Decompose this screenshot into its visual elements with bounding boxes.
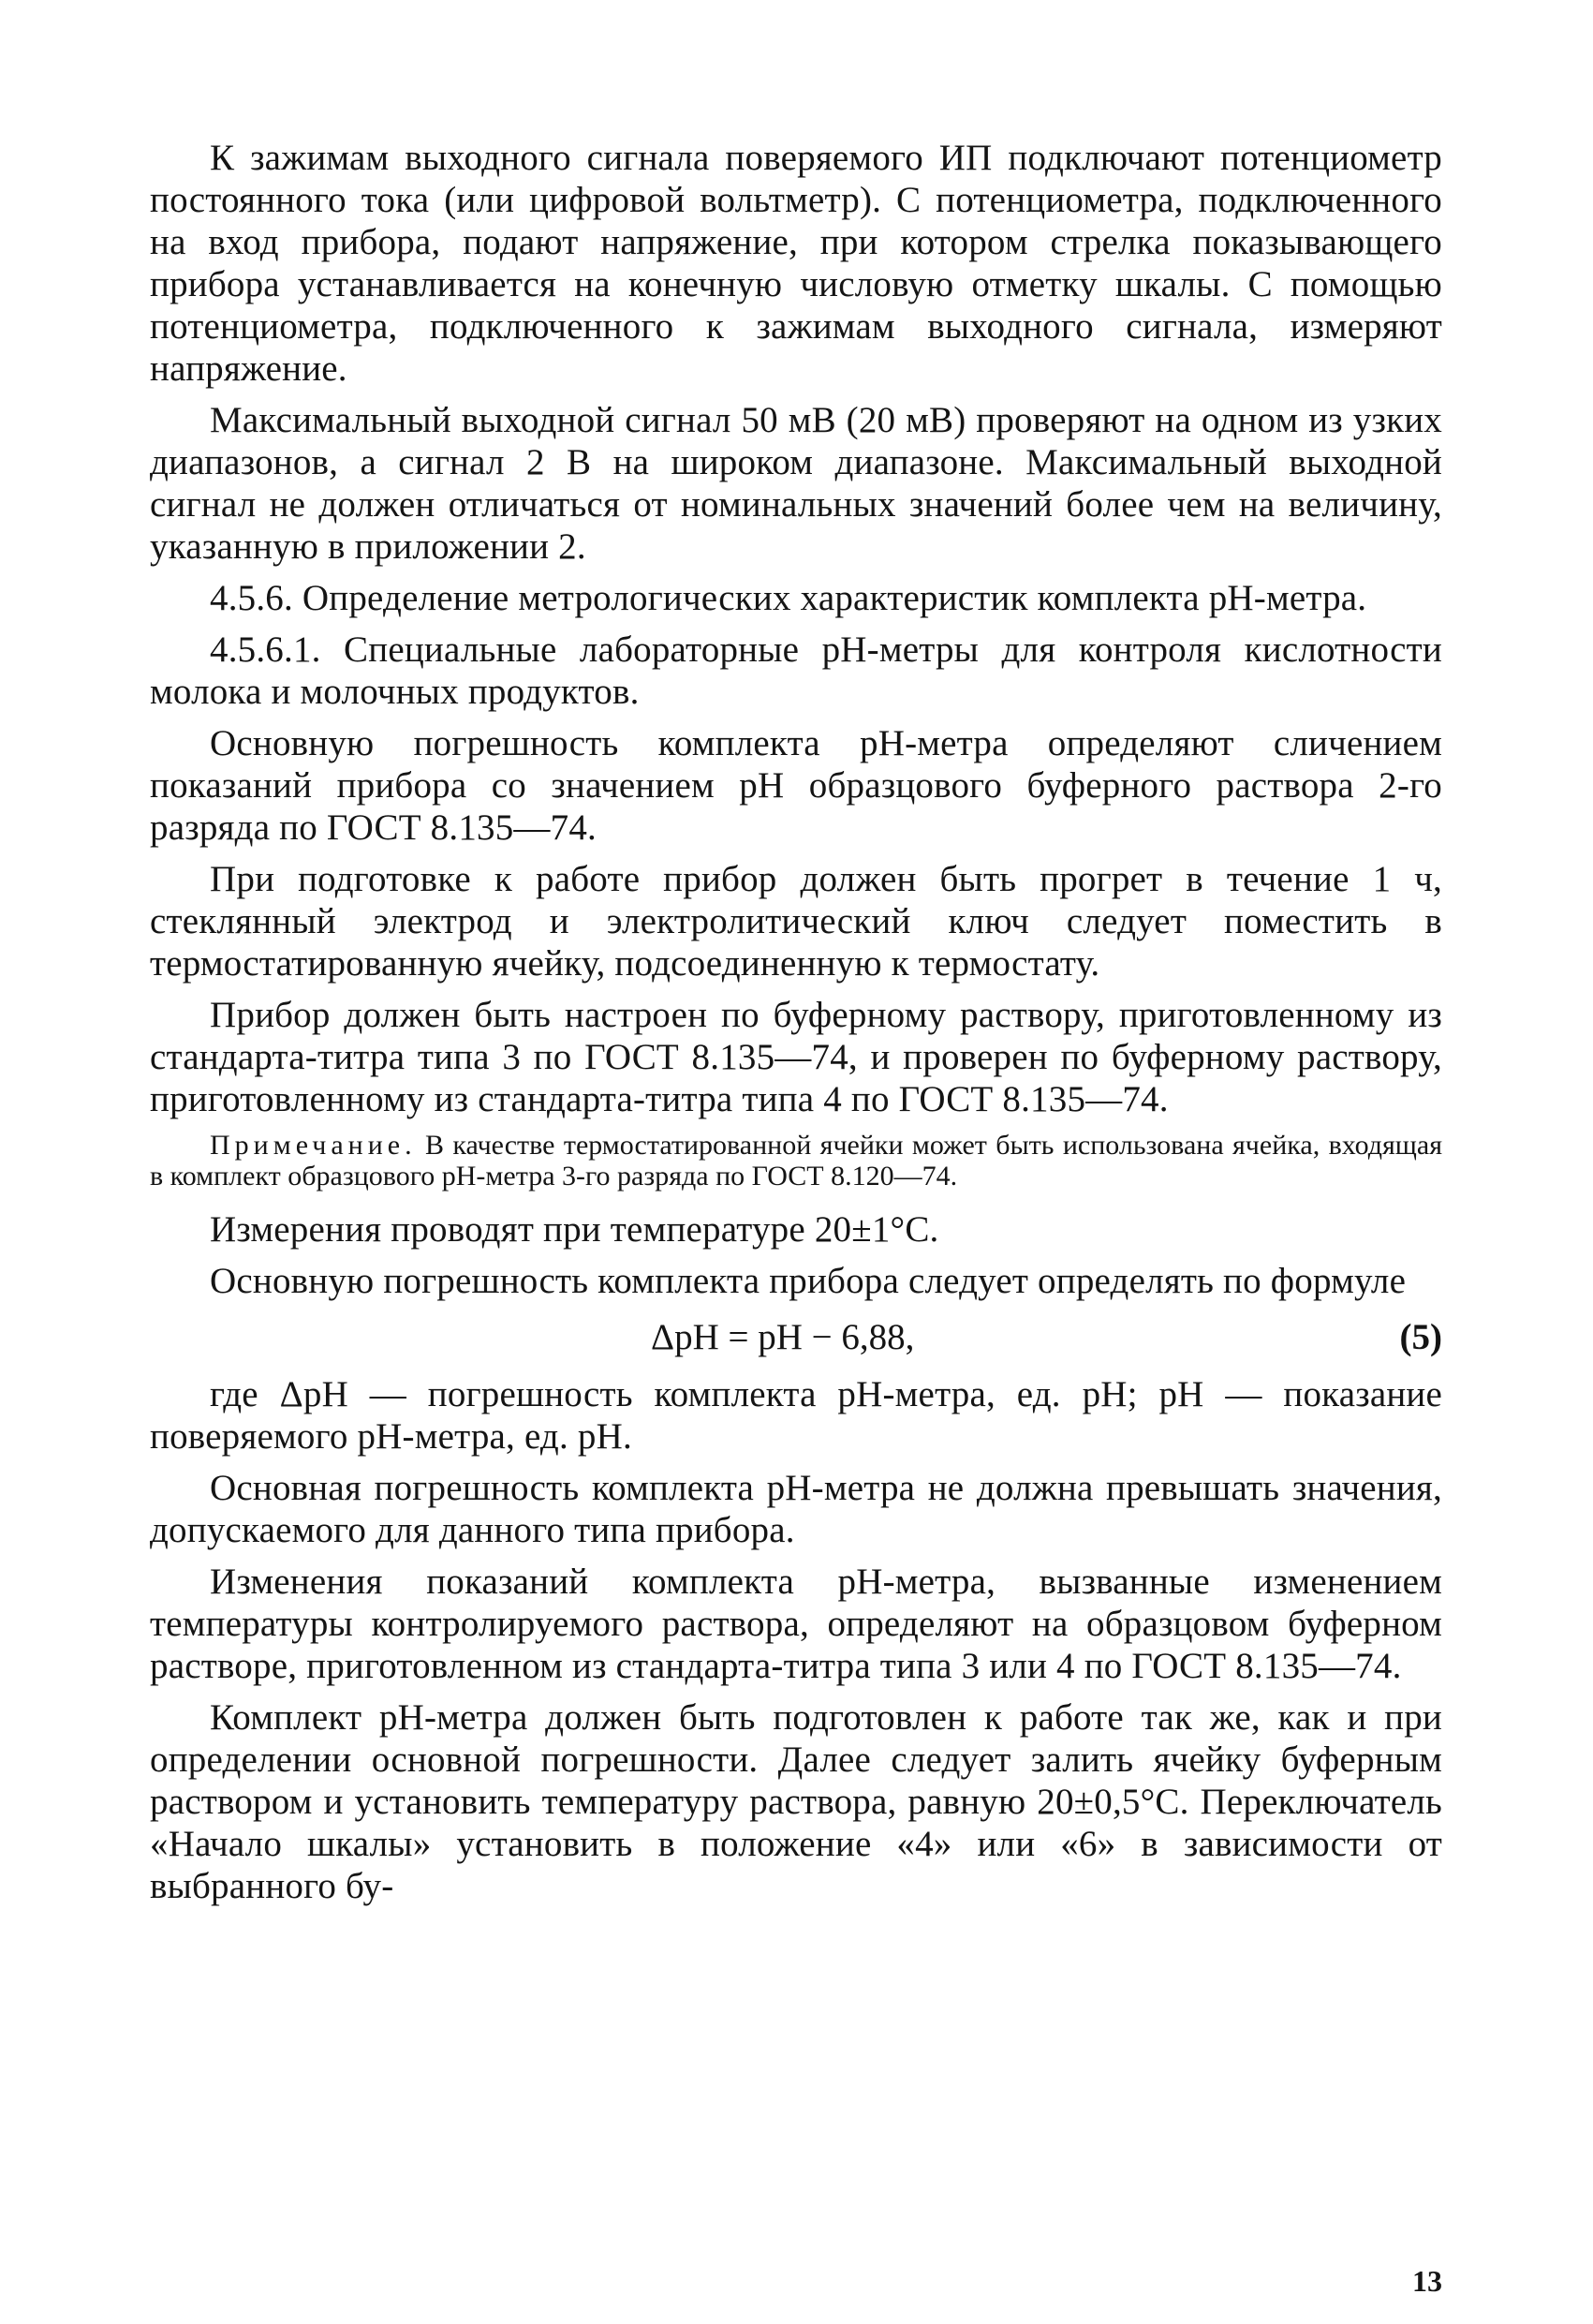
document-page xyxy=(150,137,1442,2298)
paragraph: где ΔpH — погрешность комплекта pH-метра, ед. pH; pH — показание поверяемого pH-метра, ед. pH. xyxy=(150,1374,1442,1457)
page-number: 13 xyxy=(1412,2264,1442,2298)
paragraph: К зажимам выходного сигнала поверяемого ИП подключают потенциометр постоянного тока (или цифровой вольтметр). С потенциометра, подключенного на вход прибора, подают напряжение, при котором стрелка показывающего прибора устанавливается на конечную числовую отметку шкалы. С помощью потенциометра, подключенного к зажимам выходного сигнала, измеряют напряжение. xyxy=(150,138,1442,389)
note-label: Примечание. xyxy=(210,1130,417,1161)
paragraph: Прибор должен быть настроен по буферному раствору, приготовленному из стандарта-титра типа 3 по ГОСТ 8.135—74, и проверен по буферному раствору, приготовленному из стандарта-титра типа 4 по ГОСТ 8.135—74. xyxy=(150,995,1442,1119)
note xyxy=(150,1130,1442,1192)
formula-number: (5) xyxy=(1399,1317,1442,1357)
formula-row xyxy=(150,1311,1442,1364)
paragraph: Изменения показаний комплекта pH-метра, вызванные изменением температуры контролируемого раствора, определяют на образцовом буферном растворе, приготовленном из стандарта-титра типа 3 или 4 по ГОСТ 8.135—74. xyxy=(150,1562,1442,1686)
subsection-heading: 4.5.6.1. Специальные лабораторные pH-метры для контроля кислотности молока и молочных продуктов. xyxy=(150,629,1442,712)
paragraph: Максимальный выходной сигнал 50 мВ (20 мВ) проверяют на одном из узких диапазонов, а сигнал 2 В на широком диапазоне. Максимальный выходной сигнал не должен отличаться от номинальных значений более чем на величину, указанную в приложении 2. xyxy=(150,400,1442,567)
paragraph: Основная погрешность комплекта pH-метра не должна превышать значения, допускаемого для данного типа прибора. xyxy=(150,1468,1442,1550)
note-text: В качестве термостатированной ячейки может быть использована ячейка, входящая в комплект образцового pH-метра 3-го разряда по ГОСТ 8.120—74. xyxy=(150,1130,1442,1192)
paragraph: Основную погрешность комплекта прибора следует определять по формуле xyxy=(210,1261,1407,1301)
formula: ΔpH = pH − 6,88, xyxy=(651,1317,915,1357)
section-heading: 4.5.6. Определение метрологических характеристик комплекта pH-метра. xyxy=(210,578,1367,618)
paragraph: Измерения проводят при температуре 20±1°С. xyxy=(210,1209,939,1250)
paragraph: Основную погрешность комплекта pH-метра определяют сличением показаний прибора со значением pH образцового буферного раствора 2-го разряда по ГОСТ 8.135—74. xyxy=(150,723,1442,848)
paragraph: При подготовке к работе прибор должен быть прогрет в течение 1 ч, стеклянный электрод и электролитический ключ следует поместить в термостатированную ячейку, подсоединенную к термостату. xyxy=(150,859,1442,984)
paragraph: Комплект pH-метра должен быть подготовлен к работе так же, как и при определении основной погрешности. Далее следует залить ячейку буферным раствором и установить температуру раствора, равную 20±0,5°С. Переключатель «Начало шкалы» установить в положение «4» или «6» в зависимости от выбранного бу- xyxy=(150,1697,1442,1906)
